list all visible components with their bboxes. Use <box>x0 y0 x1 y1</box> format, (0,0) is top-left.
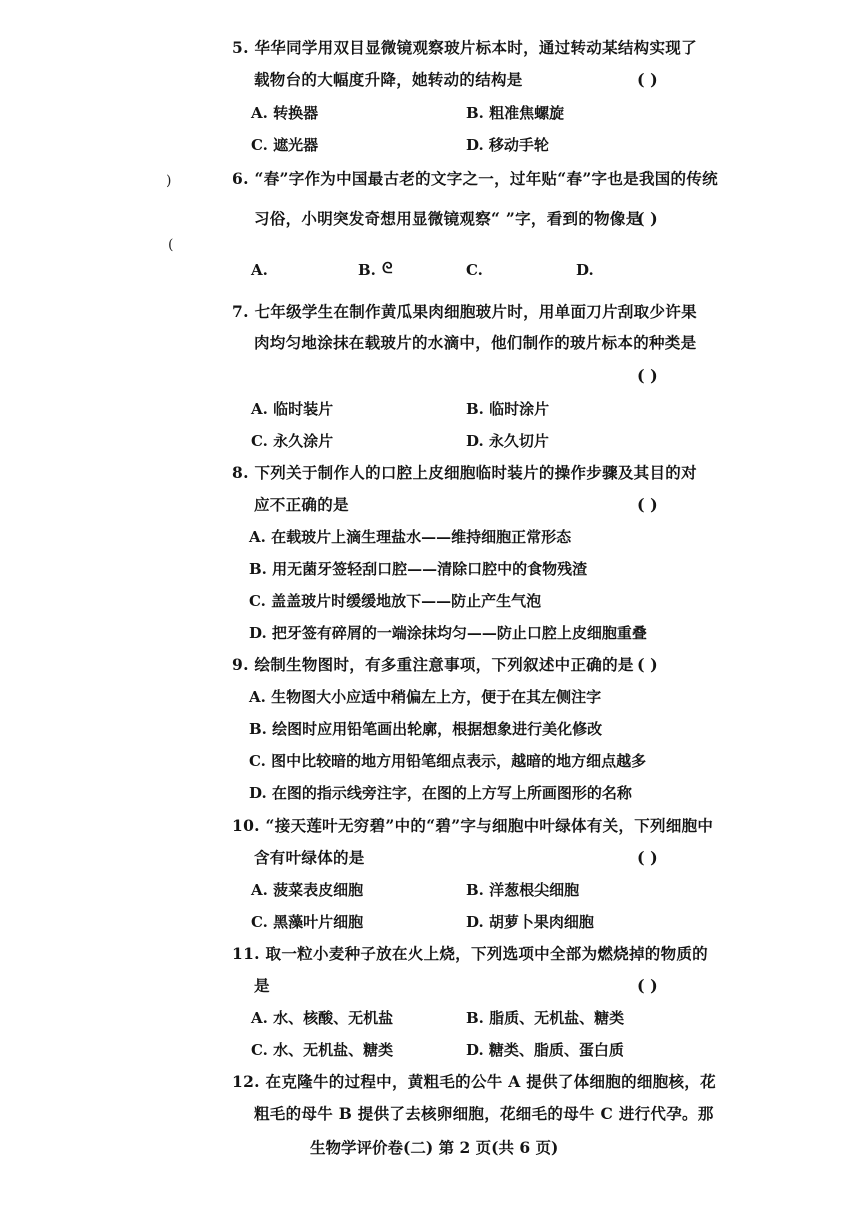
option-b: B. <box>358 261 376 279</box>
option-c: C. 永久涂片 <box>251 432 334 450</box>
answer-paren: ( ) <box>637 848 658 867</box>
question-text-line: 习俗，小明突发奇想用显微镜观察“ ”字，看到的物像是 <box>254 209 642 228</box>
question-text-line: 是 <box>254 976 270 995</box>
question-text-line: 肉均匀地涂抹在载玻片的水滴中，他们制作的玻片标本的种类是 <box>254 333 697 352</box>
option-a: A. 菠菜表皮细胞 <box>251 881 364 899</box>
option-b: B. 粗准焦螺旋 <box>466 104 565 122</box>
option-a: A. 生物图大小应适中稍偏左上方，便于在其左侧注字 <box>249 688 602 706</box>
question-text-line: 含有叶绿体的是 <box>254 848 365 867</box>
question-text-line: 8. 下列关于制作人的口腔上皮细胞临时装片的操作步骤及其目的对 <box>232 463 697 482</box>
question-text-line: 5. 华华同学用双目显微镜观察玻片标本时，通过转动某结构实现了 <box>232 38 697 57</box>
option-d: D. 永久切片 <box>466 432 549 450</box>
option-c: C. <box>466 261 483 279</box>
option-b: B. 用无菌牙签轻刮口腔——清除口腔中的食物残渣 <box>249 560 588 578</box>
question-text-line: 应不正确的是 <box>254 495 349 514</box>
question-text-line: 12. 在克隆牛的过程中，黄粗毛的公牛 A 提供了体细胞的细胞核，花 <box>232 1072 716 1091</box>
answer-paren: ( ) <box>637 495 658 514</box>
question-text-line: 粗毛的母牛 B 提供了去核卵细胞，花细毛的母牛 C 进行代孕。那 <box>254 1104 714 1123</box>
question-text-line: 9. 绘制生物图时，有多重注意事项，下列叙述中正确的是 <box>232 655 634 674</box>
page-footer: 生物学评价卷(二) 第 2 页(共 6 页) <box>310 1138 559 1157</box>
option-c: C. 黑藻叶片细胞 <box>251 913 364 931</box>
option-b: B. 临时涂片 <box>466 400 550 418</box>
option-d: D. 胡萝卜果肉细胞 <box>466 913 594 931</box>
option-a: A. 在载玻片上滴生理盐水——维持细胞正常形态 <box>249 528 572 546</box>
option-b-image: ᘓ <box>382 259 393 277</box>
answer-paren: ( ) <box>637 976 658 995</box>
margin-mark: ) <box>166 173 172 189</box>
option-d: D. <box>576 261 594 279</box>
option-b: B. 洋葱根尖细胞 <box>466 881 580 899</box>
option-a: A. <box>251 261 268 279</box>
option-d: D. 把牙签有碎屑的一端涂抹均匀——防止口腔上皮细胞重叠 <box>249 624 647 642</box>
option-b: B. 绘图时应用铅笔画出轮廓，根据想象进行美化修改 <box>249 720 603 738</box>
option-c: C. 图中比较暗的地方用铅笔细点表示，越暗的地方细点越多 <box>249 752 647 770</box>
option-c: C. 遮光器 <box>251 136 319 154</box>
option-c: C. 盖盖玻片时缓缓地放下——防止产生气泡 <box>249 592 542 610</box>
answer-paren: ( ) <box>637 70 658 89</box>
option-d: D. 在图的指示线旁注字，在图的上方写上所画图形的名称 <box>249 784 632 802</box>
option-b: B. 脂质、无机盐、糖类 <box>466 1009 625 1027</box>
answer-paren: ( ) <box>637 209 658 228</box>
question-text-line: 载物台的大幅度升降，她转动的结构是 <box>254 70 523 89</box>
option-a: A. 临时装片 <box>251 400 334 418</box>
option-a: A. 转换器 <box>251 104 319 122</box>
question-text-line: 6. “春”字作为中国最古老的文字之一，过年贴“春”字也是我国的传统 <box>232 169 718 188</box>
answer-paren: ( ) <box>637 366 658 385</box>
margin-mark: ( <box>168 237 174 253</box>
option-d: D. 移动手轮 <box>466 136 549 154</box>
option-d: D. 糖类、脂质、蛋白质 <box>466 1041 624 1059</box>
question-text-line: 11. 取一粒小麦种子放在火上烧，下列选项中全部为燃烧掉的物质的 <box>232 944 708 963</box>
option-a: A. 水、核酸、无机盐 <box>251 1009 394 1027</box>
answer-paren: ( ) <box>637 655 658 674</box>
question-text-line: 10. “接天莲叶无穷碧”中的“碧”字与细胞中叶绿体有关，下列细胞中 <box>232 816 714 835</box>
option-c: C. 水、无机盐、糖类 <box>251 1041 394 1059</box>
question-text-line: 7. 七年级学生在制作黄瓜果肉细胞玻片时，用单面刀片刮取少许果 <box>232 302 697 321</box>
